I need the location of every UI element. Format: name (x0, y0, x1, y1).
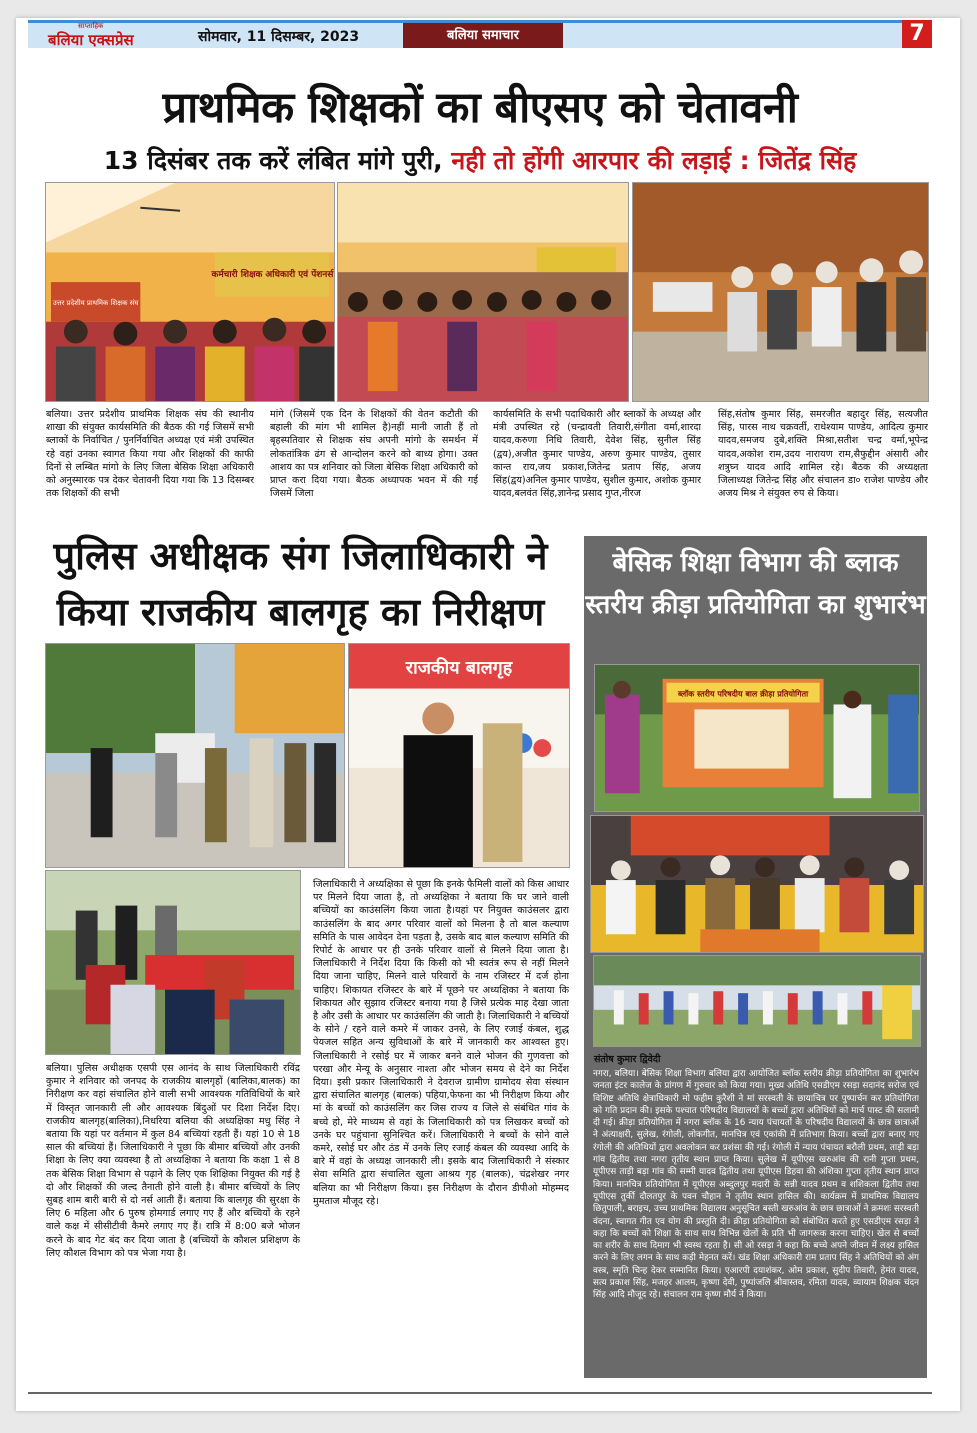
page-bottom-rule (28, 1392, 932, 1394)
teachers-meeting-photo-2 (337, 182, 629, 402)
story1-subhead (28, 143, 932, 177)
sports-banner-text: ब्लॉक स्तरीय परिषदीय बाल क्रीड़ा प्रतियोगिता (678, 689, 809, 699)
page-number: 7 (902, 20, 932, 48)
paper-name: बलिया एक्सप्रेस (48, 31, 134, 49)
story1-column-4: सिंह,संतोष कुमार सिंह, समरजीत बहादुर सिंह, सत्यजीत सिंह, पारस नाथ चक्रवर्ती, राधेश्याम पाण्डेय, आदित्य कुमार यादव,समजय दुबे,शक्ति मिश्रा,सतीश चन्द्र वर्मा,भूपेन्द्र यादव,अकोश राम,उदय नारायण राम,सैफुद्दीन अंसारी और शत्रुघ्न यादव आदि शामिल रहे। बैठक की अध्यक्षता जिलाध्यक्ष जितेन्द्र सिंह और संचालन डा० राजेश पाण्डेय और अजय मिश्र ने संयुक्त रुप से किया। (718, 409, 928, 500)
story1-subhead-part-b: नही तो होंगी आरपार की लड़ाई : जितेंद्र सिंह (451, 146, 857, 175)
teachers-meeting-photo-3 (632, 182, 929, 402)
story1-column-1: बलिया। उत्तर प्रदेशीय प्राथमिक शिक्षक संघ की स्थानीय शाखा की संयुक्त कार्यसमिति की बैठक की गई जिसमें सभी ब्लाकों के निर्वाचित / पुनर्निर्वाचित अध्यक्ष एवं मंत्री उपस्थित रहे वहां उनका स्वागत किया गया और शिक्षकों की काफी दिनों से लम्बित मांगो के लिए जिला बेसिक शिक्षा अधिकारी को अनुस्मारक पत्र देकर चेतावनी दिया गया कि 13 दिसम्बर तक शिक्षकों की सभी (46, 409, 254, 500)
dm-inspection-photo-3 (45, 870, 301, 1055)
teachers-meeting-photo-1 (45, 182, 335, 402)
paper-logo (48, 24, 183, 48)
story1-column-2: मांगे (जिसमें एक दिन के शिक्षकों की वेतन कटौती की बहाली की मांग भी शामिल है)नहीं मानी जाती हैं तो बृहस्पतिवार से शिक्षक संघ अपनी मांगो के समर्थन में लोकतांत्रिक ढंग से आन्दोलन करने को बाध्य होगा। उक्त आशय का पत्र शनिवार को जिला बेसिक शिक्षा अधिकारी को प्राप्त करा दिया गया। बैठक अध्यापक भवन में की गई जिसमें जिला (270, 409, 478, 500)
sports-photo-3 (593, 955, 921, 1047)
story2-headline: पुलिस अधीक्षक संग जिलाधिकारी ने किया राजकीय बालगृह का निरीक्षण (53, 534, 548, 634)
dm-inspection-photo-2 (348, 643, 570, 868)
story1-headline: प्राथमिक शिक्षकों का बीएसए को चेतावनी (162, 83, 798, 133)
masthead (28, 20, 932, 48)
story2-column-1: बलिया। पुलिस अधीक्षक एसपी एस आनंद के साथ जिलाधिकारी रविंद्र कुमार ने शनिवार को जनपद के राजकीय बालगृहों (बालिका,बालक) का निरीक्षण कर वहां संचालित होने वाली सभी आवश्यक गतिविधियों के बारे में विस्तृत जानकारी ली और आवश्यक बिंदुओं पर दिशा निर्देश दिए। राजकीय बालगृह(बालिका),निधरिया बलिया की अध्यक्षिका मधु सिंह ने बताया कि यहां पर वर्तमान में कुल 84 बच्चियां रहती हैं। यहां 10 से 18 साल की बच्चियां हैं। जिलाधिकारी ने पूछा कि बीमार बच्चियों और उनकी शिक्षा के लिए क्या व्यवस्था है तो अध्यक्षिका ने बताया कि कक्षा 1 से 8 तक बेसिक शिक्षा विभाग से पढ़ाने के लिए एक शिक्षिका नियुक्त की गई है दो और शिक्षकों की जल्द तैनाती होने वाली है। बीमार बच्चियों के लिए सुबह शाम बारी बारी से दो नर्स आती हैं। बताया कि बालगृह की सुरक्षा के लिए 6 महिला और 6 पुरुष होमगार्ड लगाए गए हैं और बच्चियों के रहने वाले कक्ष में सीसीटीवी कैमरे लगाए गए हैं। रात्रि में 8:00 बजे भोजन करने के बाद गेट बंद कर दिया जाता है (बच्चियों के कौशल प्रशिक्षण के लिए कौशल विभाग को पत्र भेजा गया है। (46, 1063, 300, 1259)
dm-inspection-photo-1 (45, 643, 345, 868)
sports-photo-1 (594, 664, 920, 812)
balgrih-sign-text: राजकीय बालगृह (405, 657, 513, 679)
photo1-left-banner-text: उत्तर प्रदेशीय प्राथमिक शिक्षक संघ (52, 298, 139, 307)
story3-byline: संतोष कुमार द्विवेदी (594, 1054, 661, 1065)
sports-photo-2 (590, 815, 924, 953)
section-label: बलिया समाचार (403, 23, 563, 48)
story1-column-3: कार्यसमिति के सभी पदाधिकारी और ब्लाकों के अध्यक्ष और मंत्री उपस्थित रहे (चन्द्रावती तिवारी,संगीता वर्मा,शारदा यादव,करुणा निधि तिवारी, देवेश सिंह, सुनील सिंह (द्वय),अजीत कुमार पाण्डेय, अरुण कुमार पाण्डेय, तुसार कान्त राय,जय प्रकाश,जितेन्द्र प्रताप सिंह, अजय सिंह(द्वय)अनिल कुमार पाण्डेय, सुशील कुमार, अशोक कुमार यादव,बलवंत सिंह,ज्ञानेन्द्र प्रसाद गुप्त,नीरज (493, 409, 701, 500)
story3-body: नगरा, बलिया। बेसिक शिक्षा विभाग बलिया द्वारा आयोजित ब्लॉक स्तरीय क्रीड़ा प्रतियोगिता का शुभारंभ जनता इंटर कालेज के प्रांगण में गुरुवार को किया गया। मुख्य अतिथि एसडीएम रसड़ा सदानंद सरोज एवं विशिष्ट अतिथि क्षेत्राधिकारी मो फहीम कुरैशी ने मां सरस्वती के छायाचित्र पर पुष्पार्चन कर प्रतियोगिता को गति प्रदान की। इसके पश्चात परिषदीय विद्यालयों के बच्चों द्वारा अतिथियों को मार्च पास्ट की सलामी दी गई। क्रीड़ा प्रतियोगिता में नगरा ब्लॉक के 16 न्याय पंचायतों के परिषदीय विद्यालयों के छात्र छात्राओं ने अंत्याक्षरी, सुलेख, रंगोली, लोकगीत, मानचित्र एवं एकांकी में प्रतिभाग किया। बच्चों द्वारा बनाए गए रंगोली की अतिथियों द्वारा अवलोकन कर प्रशंसा की गई। रंगोली में न्याय पंचायत बरौली प्रथम, ताड़ी बड़ा गांव द्वितीय तथा नगरा तृतीय स्थान प्राप्त किया। सुलेख में यूपीएस खरुआंव की रानी गुप्ता प्रथम, यूपीएस ताड़ी बड़ा गांव की सम्मी यादव द्वितीय तथा यूपीएस डिहवा की अंशिका गुप्ता तृतीय स्थान प्राप्त किया। मानचित्र प्रतियोगिता में यूपीएस अब्दुलपुर मदारी के सन्नी यादव प्रथम व शशिकला द्वितीय तथा यूपीएस तुर्की दौलतपुर के पवन चौहान ने तृतीय स्थान हासिल की। कार्यक्रम में प्राथमिक विद्यालय छितुपाली, बराइच, उच्च प्राथमिक विद्यालय अनुसूचित बस्ती खरुआंव के छात्र छात्राओं ने क्रमशः सरस्वती वंदना, स्वागत गीत एव योग की प्रस्तुति दी। क्रीड़ा प्रतियोगिता को संबोधित करते हुए एसडीएम रसड़ा ने कहा कि बच्चों को शिक्षा के साथ साथ विभिन्न खेलों के प्रति भी जागरूक करना चाहिए। खेल से बच्चों का शरीर के साथ दिमाग भी स्वस्थ रहता है। सी ओ रसड़ा ने कहा कि बच्चे अपने जीवन में लक्ष्य हासिल करने के लिए लगन के साथ कड़ी मेहनत करें। खंड शिक्षा अधिकारी राम प्रताप सिंह ने अतिथियों को अंग वस्त्र, स्मृति चिन्ह देकर सम्मानित किया। एआरपी दयाशंकर, ओम प्रकाश, सुदीप तिवारी, हेमंत यादव, सत्य प्रकाश सिंह, मजहर आलम, कृष्णा देवी, पुष्पांजलि श्रीवास्तव, रमिता यादव, व्यायाम शिक्षक चंदन सिंह आदि मौजूद रहे। संचालन राम कृष्ण मौर्य ने किया। (593, 1068, 919, 1370)
issue-date: सोमवार, 11 दिसम्बर, 2023 (198, 29, 360, 45)
story2-column-2: जिलाधिकारी ने अध्यक्षिका से पूछा कि इनके फैमिली वालों को किस आधार पर मिलने दिया जाता है, तो अध्यक्षिका ने बताया कि घर जाने वाली बच्चियों का काउंसलिंग किया जाता है।यहां पर नियुक्त काउंसलर द्वारा काउंसलिंग के बाद अगर परिवार वालों को मिलना है तो बाल कल्याण समिति के पास आवेदन देना पड़ता है, उसके बाद बाल कल्याण समिति की रिपोर्ट के आधार पर ही उनके परिवार वालों से मिलने दिया जाता है। जिलाधिकारी ने निर्देश दिया कि किसी को भी स्वतंत्र रूप से नहीं मिलने दिया जाना चाहिए, मिलने वाले परिवारों के नाम रजिस्टर में दर्ज होना चाहिए। शिकायत रजिस्टर के बारे में पूछने पर अध्यक्षिका ने बताया कि शिकायत और सुझाव रजिस्टर बनाया गया है जिसे प्रत्येक माह देखा जाता है और उसी के आधार पर काउंसलिंग की जाती है। जिलाधिकारी ने बच्चियों के सोने / रहने वाले कमरे में जाकर उनसे, के लिए रजाई कंबल, शुद्ध पेयजल सहित अन्य सुविधाओं के बारे में जानकारी कर आश्वस्त हुए। जिलाधिकारी ने रसोई घर में जाकर बनने वाले भोजन की गुणवत्ता को परखा और मेन्यू के अनुसार नाश्ता और भोजन समय से देने का निर्देश दिया। इसी प्रकार जिलाधिकारी ने देवराज ग्रामीण ग्रामोदय सेवा संस्थान द्वारा संचालित बालगृह (बालक) पहिया,फेफना का भी निरीक्षण किया और मां के बच्चों को काउंसलिंग कर जिस राज्य व जिले से संबंधित गांव के बच्चे हो, मेरे माध्यम से वहां के जिलाधिकारी को पत्र लिखकर बच्चों को उनके घर पहुंचाना सुनिश्चित करें। जिलाधिकारी ने बच्चों के सोने वाले कमरे, रसोई घर और ठंड में उनके लिए रजाई कंबल की व्यवस्था आदि के बारे में वहां के अध्यक्ष जानकारी ली। इसके बाद जिलाधिकारी ने संस्कार सेवा समिति द्वारा संचालित खुला आश्रय गृह (बालक), चंद्रशेखर नगर बलिया का भी निरीक्षण किया। इस निरीक्षण के दौरान डीपीओ मोहम्मद मुमताज मौजूद रहे। (313, 879, 569, 1207)
story1-subhead-part-a: 13 दिसंबर तक करें लंबित मांगे पुरी, (103, 146, 443, 175)
story3-headline: बेसिक शिक्षा विभाग की ब्लाक स्तरीय क्रीड़ा प्रतियोगिता का शुभारंभ (585, 548, 926, 620)
photo1-banner-text: कर्मचारी शिक्षक अधिकारी एवं पेंशनर्स (211, 270, 334, 281)
paper-frequency: साप्ताहिक (78, 22, 104, 30)
